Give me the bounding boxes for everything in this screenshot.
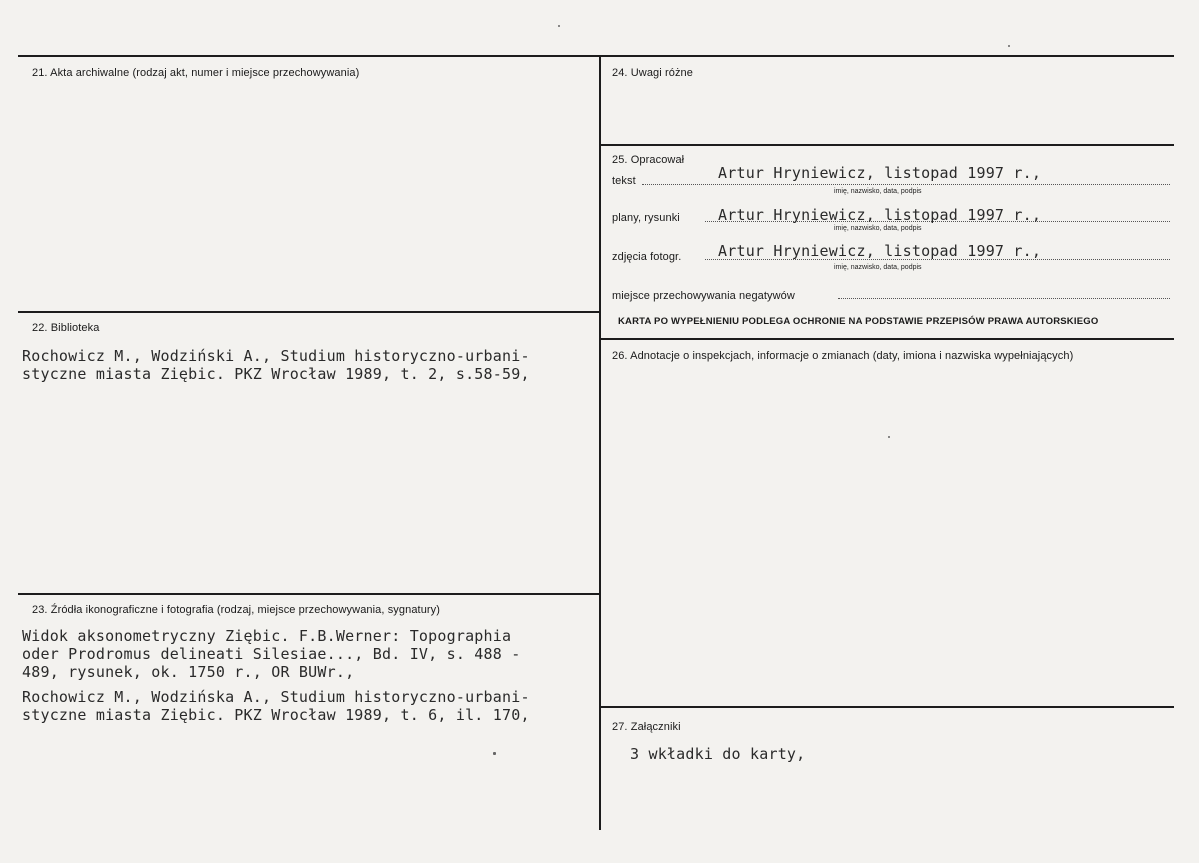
section-26-label: 26. Adnotacje o inspekcjach, informacje o zmianach (daty, imiona i nazwiska wypełniających) [612,350,1074,362]
scan-speck [558,25,560,27]
section-23-label: 23. Źródła ikonograficzne i fotografia (rodzaj, miejsce przechowywania, sygnatury) [32,604,441,616]
text-author-caption: imię, nazwisko, data, podpis [834,188,922,195]
photos-author-value: Artur Hryniewicz, listopad 1997 r., [718,242,1042,260]
attachments-value: 3 wkładki do karty, [630,745,806,763]
iconography-line-4: Rochowicz M., Wodzińska A., Studium historyczno-urbani- [22,688,530,706]
iconography-line-3: 489, rysunek, ok. 1750 r., OR BUWr., [22,663,355,681]
iconography-line-2: oder Prodromus delineati Silesiae..., Bd. IV, s. 488 - [22,645,521,663]
rule-26-27 [600,706,1174,708]
scan-speck [1008,45,1010,47]
rule-22-23 [18,593,600,595]
drawings-author-value: Artur Hryniewicz, listopad 1997 r., [718,206,1042,224]
iconography-line-5: styczne miasta Ziębic. PKZ Wrocław 1989, t. 6, il. 170, [22,706,530,724]
rule-21-22 [18,311,600,313]
top-rule [18,55,1174,57]
text-author-label: tekst [612,175,636,187]
section-22-label: 22. Biblioteka [32,322,100,334]
section-27-label: 27. Załączniki [612,721,681,733]
library-line-2: styczne miasta Ziębic. PKZ Wrocław 1989, t. 2, s.58-59, [22,365,530,383]
photos-author-caption: imię, nazwisko, data, podpis [834,264,922,271]
section-25-label: 25. Opracował [612,154,685,166]
iconography-line-1: Widok aksonometryczny Ziębic. F.B.Werner: Topographia [22,627,512,645]
rule-24-25 [600,144,1174,146]
section-24-label: 24. Uwagi różne [612,67,693,79]
scan-speck [493,752,496,755]
photos-author-label: zdjęcia fotogr. [612,251,682,263]
copyright-notice: KARTA PO WYPEŁNIENIU PODLEGA OCHRONIE NA PODSTAWIE PRZEPISÓW PRAWA AUTORSKIEGO [618,316,1099,327]
text-author-line [642,184,1170,185]
drawings-author-caption: imię, nazwisko, data, podpis [834,225,922,232]
scan-speck [888,436,890,438]
negatives-location-label: miejsce przechowywania negatywów [612,290,795,302]
drawings-author-label: plany, rysunki [612,212,680,224]
negatives-location-line [838,298,1170,299]
library-line-1: Rochowicz M., Wodziński A., Studium historyczno-urbani- [22,347,530,365]
rule-25-26 [600,338,1174,340]
section-21-label: 21. Akta archiwalne (rodzaj akt, numer i miejsce przechowywania) [32,67,360,79]
center-divider [599,55,601,830]
text-author-value: Artur Hryniewicz, listopad 1997 r., [718,164,1042,182]
